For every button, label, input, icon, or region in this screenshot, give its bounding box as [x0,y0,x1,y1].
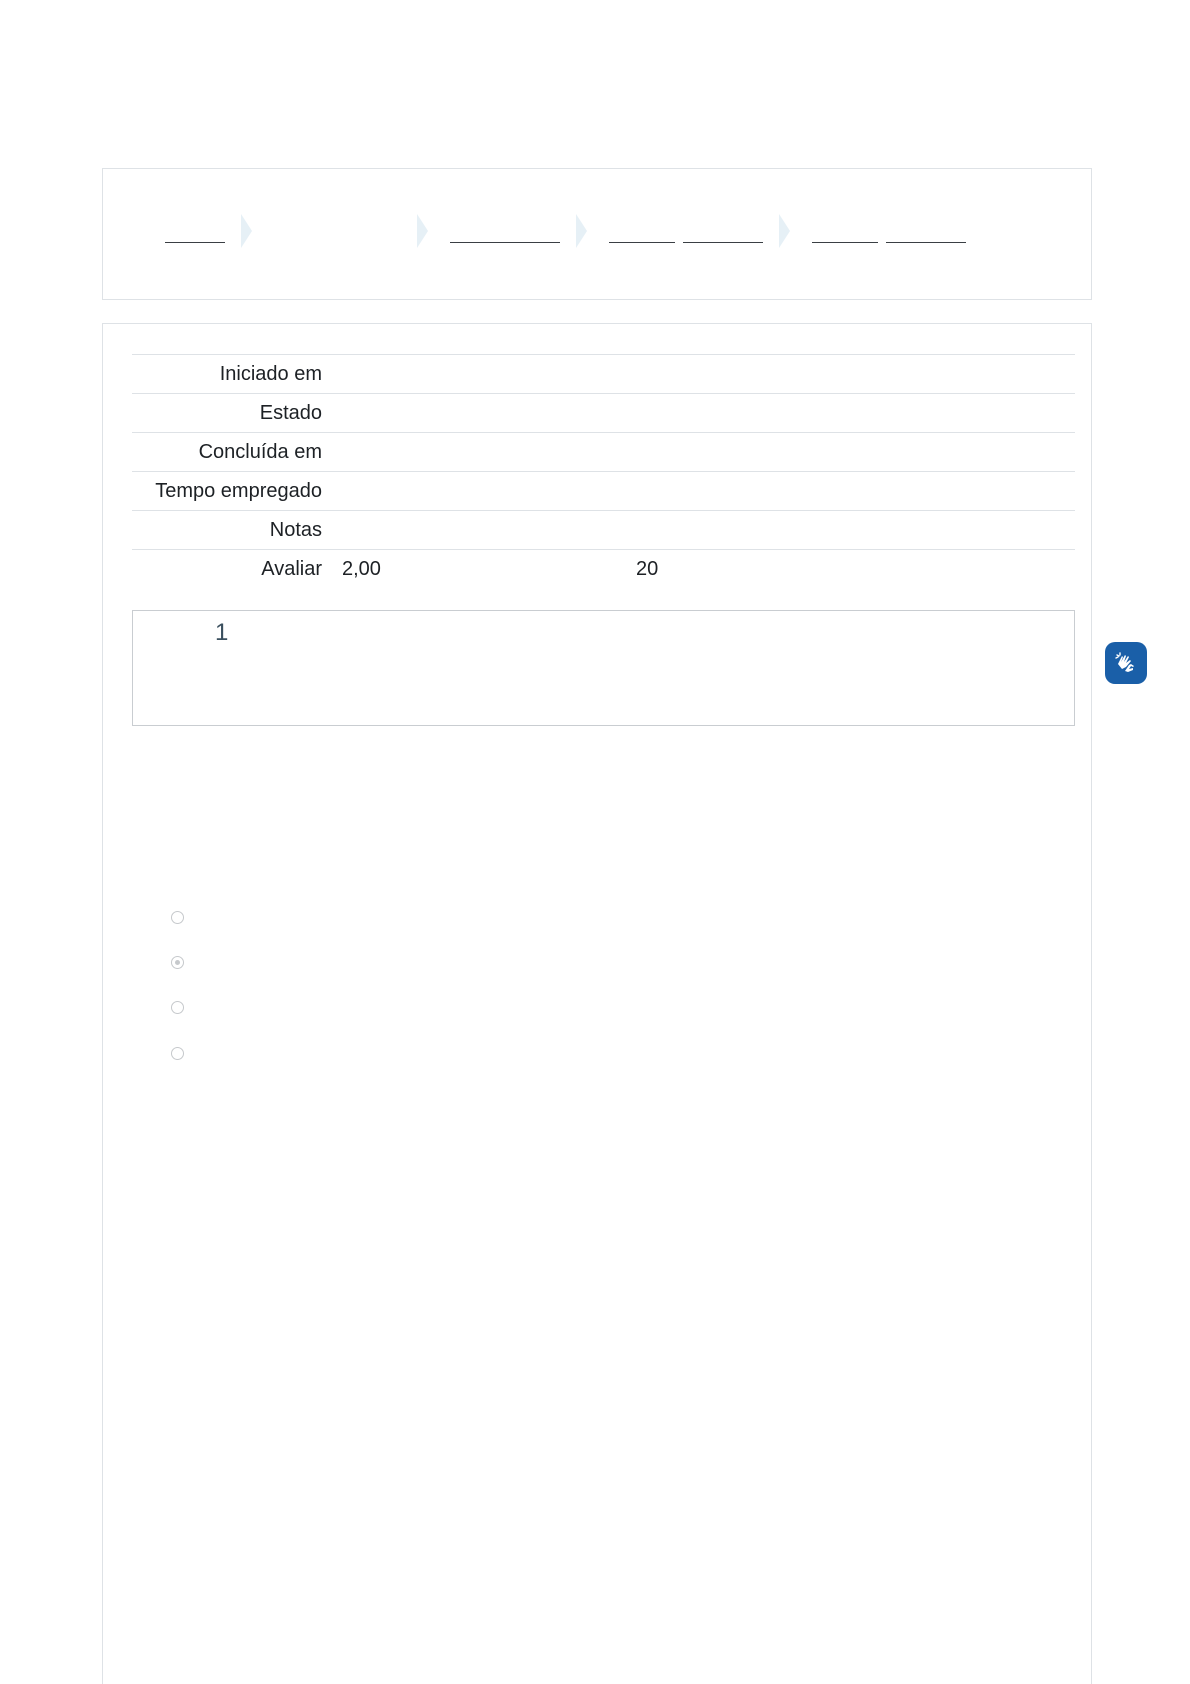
breadcrumb-link-4b[interactable] [886,242,966,243]
summary-value [322,472,1075,511]
breadcrumb-chevron-icon [779,214,790,248]
summary-row-marks [132,511,1075,550]
grade-max: 20 [636,558,659,580]
quiz-review-region [102,323,1092,1684]
breadcrumb-chevron-icon [576,214,587,248]
summary-label: Avaliar [261,558,322,580]
summary-label: Tempo empregado [155,480,322,502]
answer-option-radio-4[interactable] [171,1047,184,1060]
summary-value [322,355,1075,394]
summary-row-grade [132,550,1075,589]
breadcrumb-chevron-icon [417,214,428,248]
attempt-summary-table [132,354,1075,588]
breadcrumb-chevron-icon [241,214,252,248]
summary-value [322,433,1075,472]
summary-row-state [132,394,1075,433]
summary-value [322,550,1075,589]
breadcrumb-link-4a[interactable] [812,242,878,243]
breadcrumb [102,168,1092,300]
breadcrumb-link-3a[interactable] [609,242,675,243]
summary-label: Iniciado em [219,363,322,385]
grade-value: 2,00 [342,558,381,580]
accessibility-sign-language-button[interactable] [1105,642,1147,684]
answer-option-radio-1[interactable] [171,911,184,924]
summary-label: Concluída em [198,441,322,463]
summary-row-completed [132,433,1075,472]
summary-value [322,511,1075,550]
answer-option-radio-3[interactable] [171,1001,184,1014]
summary-label: Notas [269,519,322,541]
breadcrumb-link-1[interactable] [165,242,225,243]
question-number: 1 [215,619,229,646]
summary-value [322,394,1075,433]
question-info-box [132,610,1075,726]
answer-option-radio-2[interactable] [171,956,184,969]
summary-row-started [132,355,1075,394]
summary-label: Estado [259,402,322,424]
summary-row-time-taken [132,472,1075,511]
breadcrumb-link-3b[interactable] [683,242,763,243]
breadcrumb-link-2[interactable] [450,242,560,243]
sign-language-hands-icon [1113,650,1139,676]
